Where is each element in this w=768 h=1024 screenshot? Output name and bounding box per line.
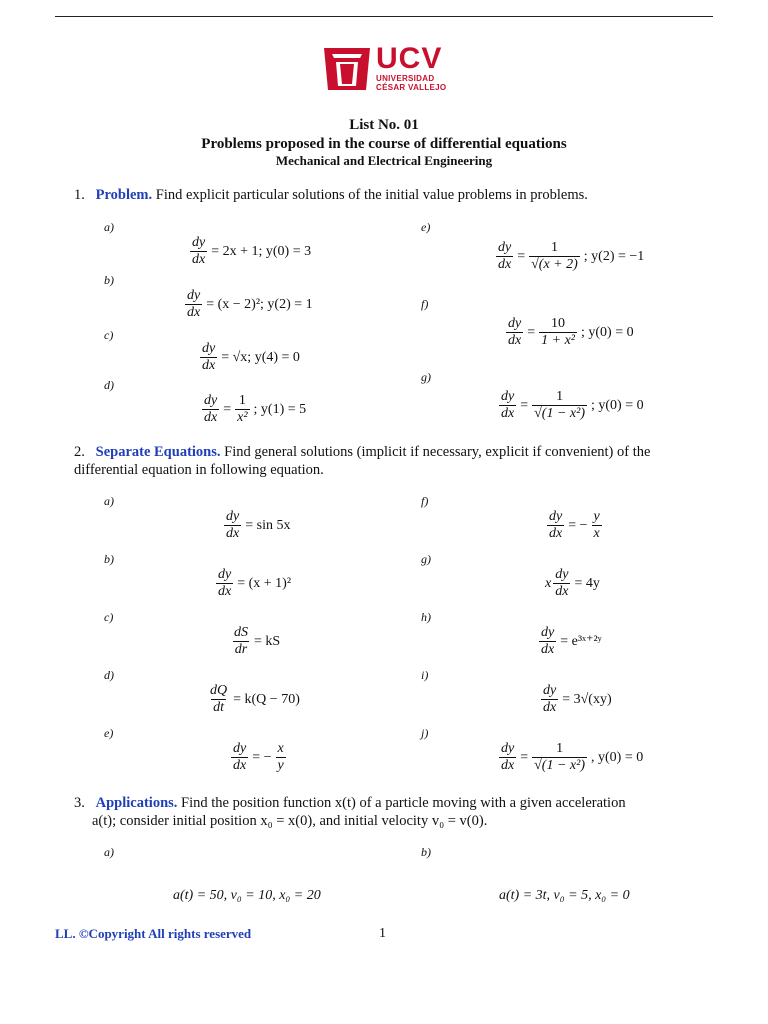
s3-eq-b: a(t) = 3t, v₀ = 5, x₀ = 0 xyxy=(499,888,630,903)
s3-eq-a: a(t) = 50, v₀ = 10, x₀ = 20 xyxy=(173,888,321,903)
s2-eq-h: $\frac{dy}{dx}$ = e³ˣ⁺²ʸ xyxy=(541,625,602,657)
section-3-text-2: a(t); consider initial position x₀ = x(0), and initial velocity v₀ = v(0). xyxy=(92,813,488,829)
section-3-text-1: Find the position function x(t) of a particle moving with a given acceleration xyxy=(181,795,626,811)
page-number: 1 xyxy=(379,926,386,941)
logo-sub2: CÉSAR VALLEJO xyxy=(376,83,447,92)
s1-eq-f: $\frac{dy}{dx}$ = $\frac{10}{\text{1 + x²}}$ ; y(0) = 0 xyxy=(508,316,634,348)
s1-eq-b: $\frac{dy}{dx}$ = (x − 2)²; y(2) = 1 xyxy=(187,288,313,320)
section-1-heading: 1. Problem. Find explicit particular solutions of the initial value problems in problems. xyxy=(74,187,588,203)
logo-text: UCV xyxy=(376,42,443,75)
s1-eq-c: $\frac{dy}{dx}$ = √x; y(4) = 0 xyxy=(202,341,300,373)
s2-eq-c: $\frac{dS}{dr}$ = kS xyxy=(234,625,281,657)
section-3-keyword: Applications. xyxy=(95,795,178,811)
section-1-keyword: Problem. xyxy=(95,187,153,203)
s2-eq-i: $\frac{dy}{dx}$ = 3√(xy) xyxy=(543,683,612,715)
s2-eq-a: $\frac{dy}{dx}$ = sin 5x xyxy=(226,509,291,541)
s1-eq-d: $\frac{dy}{dx}$ = $\frac{1}{\text{x²}}$ ; y(1) = 5 xyxy=(204,393,307,425)
top-rule xyxy=(55,16,713,17)
logo-text-block xyxy=(376,44,446,92)
s2-eq-b: $\frac{dy}{dx}$ = (x + 1)² xyxy=(218,567,292,599)
copyright-footer: LL. ©Copyright All rights reserved xyxy=(55,926,252,941)
section-2-heading: 2. Separate Equations. Find general solutions (implicit if necessary, explicit if convenient) of the differential equation in following equation. xyxy=(74,444,651,478)
course-title: Problems proposed in the course of differential equations xyxy=(201,136,567,152)
s1-eq-g: $\frac{dy}{dx}$ = $\frac{1}{\text{√(1 − x²)}}$ ; y(0) = 0 xyxy=(501,389,644,421)
section-1-text: Find explicit particular solutions of the initial value problems in problems. xyxy=(155,187,588,203)
s2-eq-j: $\frac{dy}{dx}$ = $\frac{1}{\text{√(1 − x²)}}$ , y(0) = 0 xyxy=(501,741,644,773)
logo-sub1: UNIVERSIDAD xyxy=(376,74,435,83)
section-2-text: Find general solutions (implicit if necessary, explicit if convenient) of the differential equation in following equation. xyxy=(74,444,651,478)
s2-eq-f: $\frac{dy}{dx}$ = − $\frac{y}{x}$ xyxy=(549,509,600,541)
program-title: Mechanical and Electrical Engineering xyxy=(275,153,493,168)
list-title: List No. 01 xyxy=(349,117,419,133)
s2-eq-e: $\frac{dy}{dx}$ = − $\frac{x}{y}$ xyxy=(233,741,284,773)
s1-eq-e: $\frac{dy}{dx}$ = $\frac{1}{√(x + 2)}$ ; y(2) = −1 xyxy=(498,240,645,272)
section-2-keyword: Separate Equations. xyxy=(95,444,221,460)
s1-eq-a: $\frac{dy}{dx}$ = 2x + 1; y(0) = 3 xyxy=(192,235,312,267)
s2-eq-d: $\frac{dQ}{dt}$ = k(Q − 70) xyxy=(210,683,300,715)
section-3-heading: 3. Applications. Find the position function x(t) of a particle moving with a given acceleration a(t); consider initial position x₀ = x(0), and initial velocity v₀ = v(0). xyxy=(74,795,626,829)
s2-eq-g: x $\frac{dy}{dx}$ = 4y xyxy=(545,567,600,599)
